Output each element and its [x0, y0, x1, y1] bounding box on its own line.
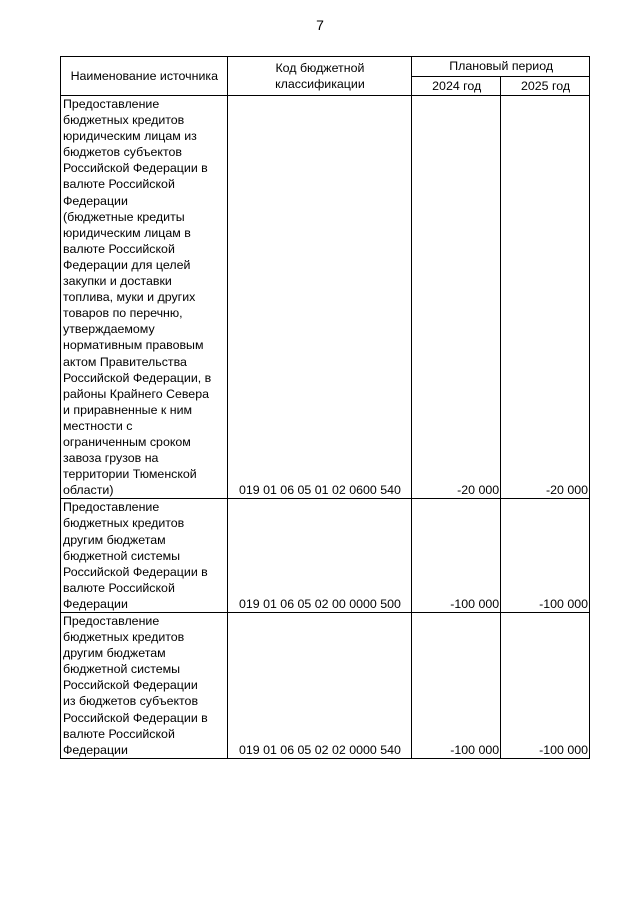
amount-2025-cell: -100 000	[501, 499, 590, 613]
table-row	[61, 499, 590, 613]
header-source-name: Наименование источника	[61, 57, 228, 96]
amount-2024-cell: -100 000	[412, 613, 501, 759]
page-number: 7	[316, 17, 324, 33]
header-row	[61, 57, 590, 77]
table-row	[61, 613, 590, 759]
header-year-2024: 2024 год	[412, 76, 501, 96]
table-row	[61, 96, 590, 499]
budget-code-cell: 019 01 06 05 01 02 0600 540	[227, 96, 412, 499]
source-name-cell: Предоставление бюджетных кредитов юридическим лицам из бюджетов субъектов Российской Федерации в валюте Российской Федерации (бюджетные кредиты юридическим лицам в валюте Российской Федерации для целей закупки и доставки топлива, муки и других товаров по перечню, утверждаемому нормативным правовым актом Правительства Российской Федерации, в районы Крайнего Севера и приравненные к ним местности с ограниченным сроком завоза грузов на территории Тюменской области)	[61, 96, 228, 499]
budget-code-cell: 019 01 06 05 02 02 0000 540	[227, 613, 412, 759]
amount-2024-cell: -20 000	[412, 96, 501, 499]
header-year-2025: 2025 год	[501, 76, 590, 96]
source-name-cell: Предоставление бюджетных кредитов другим бюджетам бюджетной системы Российской Федерации из бюджетов субъектов Российской Федерации в валюте Российской Федерации	[61, 613, 228, 759]
budget-code-cell: 019 01 06 05 02 00 0000 500	[227, 499, 412, 613]
header-budget-code: Код бюджетной классификации	[227, 57, 412, 96]
source-name-cell: Предоставление бюджетных кредитов другим бюджетам бюджетной системы Российской Федерации в валюте Российской Федерации	[61, 499, 228, 613]
amount-2025-cell: -100 000	[501, 613, 590, 759]
amount-2025-cell: -20 000	[501, 96, 590, 499]
budget-sources-table	[60, 56, 590, 759]
amount-2024-cell: -100 000	[412, 499, 501, 613]
header-planning-period: Плановый период	[412, 57, 590, 77]
